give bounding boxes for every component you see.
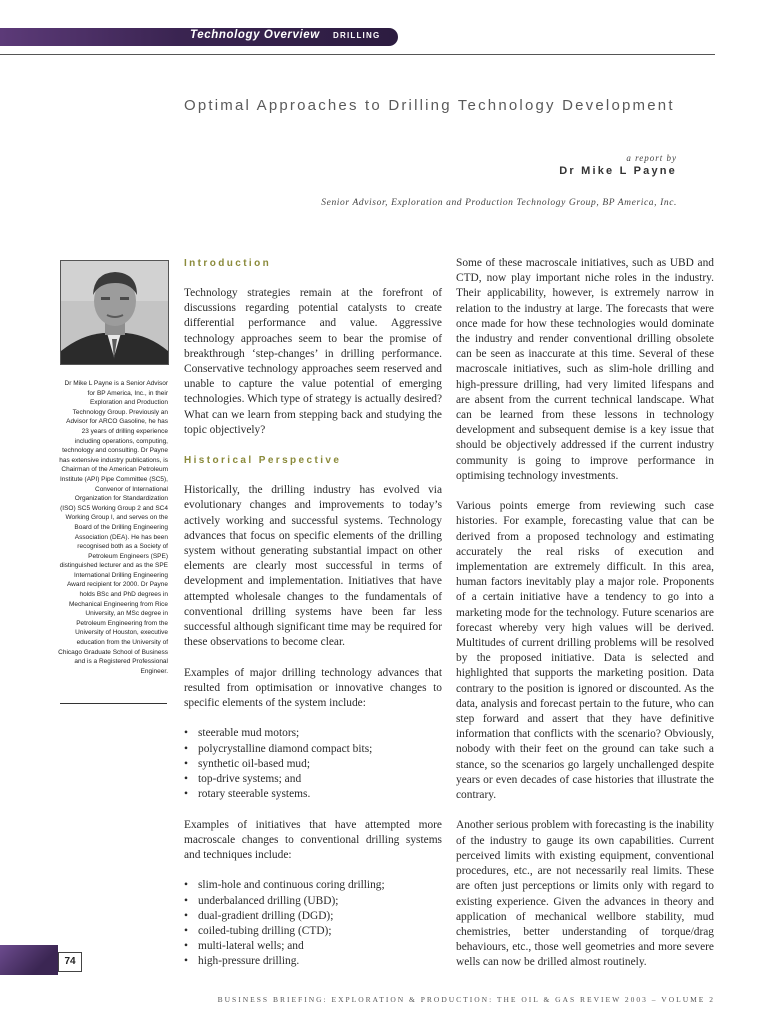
section-heading-historical: Historical Perspective <box>184 455 342 467</box>
report-by-label: a report by <box>626 153 677 163</box>
macroscale-list <box>184 878 442 969</box>
list-item: • rotary steerable systems. <box>184 787 442 802</box>
author-name: Dr Mike L Payne <box>559 165 677 177</box>
section-heading-introduction: Introduction <box>184 258 272 269</box>
historical-paragraph-1: Historically, the drilling industry has evolved via evolutionary changes and improvements to today’s actively working and successful systems. Technology advances that focus on specific elements of the drilling system without generating substantial impact on other elements are clearly most successful in terms of development and implementation. Initiatives that have attempted wholesale changes to the fundamentals of conventional drilling systems have been far less successful although significant time may be required for these observations to become clear. <box>184 484 442 649</box>
list-item: • dual-gradient drilling (DGD); <box>184 909 442 924</box>
bio-rule <box>60 703 167 704</box>
author-affiliation: Senior Advisor, Exploration and Production Technology Group, BP America, Inc. <box>321 198 677 208</box>
historical-paragraph-2: Examples of major drilling technology advances that resulted from optimisation or innovative changes to specific elements of the system include: <box>184 666 442 710</box>
intro-paragraph: Technology strategies remain at the forefront of discussions regarding potential catalysts to create differential performance and value. Aggressive technology approaches seem to bear the promise of breakthrough ‘step-changes’ in drilling performance. Conservative technology approaches seem reserved and unable to capture the value potential of emerging technologies. Which type of strategy is actually desired? What can we learn from stepping back and studying the topic objectively? <box>184 287 442 436</box>
header-band <box>0 28 398 46</box>
header-band-section: DRILLING <box>333 31 381 40</box>
page-corner-graphic <box>0 945 58 975</box>
right-paragraph-1: Some of these macroscale initiatives, such as UBD and CTD, now play important niche roles in the industry. Their applicability, however, is extremely narrow in relation to the industry at large. The forecasts that were once made for how these technologies would dominate the industry and render conventional drilling obsolete can be seen as inaccurate at this time. Several of these macroscale initiatives, such as slim-hole drilling and high-pressure drilling, had very limited lifespans and are absent from the current technical landscape. What can be learned from these lessons in technology development and subsequent demise is a key issue that should be objectively addressed if the current industry community is going to improve performance in optimising technology investments. <box>456 257 714 482</box>
list-item: • synthetic oil-based mud; <box>184 757 442 772</box>
right-paragraph-2: Various points emerge from reviewing such case histories. For example, forecasting value that can be derived from a proposed technology and estimating accurately the real risks of execution and implementation are extremely difficult. In this area, human factors inevitably play a major role. Proponents of a certain initiative have a tendency to go into a marketing mode for the technology. Future scenarios are forecast whereby very high values will be derived. Multitudes of current drilling problems will be resolved by the proposed initiative. Data is selected and highlighted that supports the marketing position. Data contrary to the position is ignored or discounted. As the data, analysis and forecast pertain to the future, who can step forward and assert that they have definitive information that conflicts with the scenario? Obviously, nobody with their feet on the ground can take such a stance, so the scenarios go largely unchallenged despite years or even decades of case histories that illustrate the contrary. <box>456 500 714 802</box>
author-photo <box>60 260 169 365</box>
header-rule <box>0 54 715 55</box>
list-item: • top-drive systems; and <box>184 772 442 787</box>
list-item: • underbalanced drilling (UBD); <box>184 894 442 909</box>
author-portrait-image <box>61 261 168 364</box>
advances-list <box>184 726 442 802</box>
list-item: • multi-lateral wells; and <box>184 939 442 954</box>
header-band-title: Technology Overview <box>190 29 320 41</box>
list-item: • high-pressure drilling. <box>184 954 442 969</box>
right-paragraph-3: Another serious problem with forecasting is the inability of the industry to gauge its own capabilities. Current perceived limits with existing equipment, conventional procedures, etc., are not necessarily real limits. These are often just perceptions or limits only with regard to existing experience. Given the advances in theory and application of mechanical wellbore stability, mud chemistries, better understanding of torque/drag behaviours, etc., those well geometries and more severe wells can now be drilled almost routinely. <box>456 819 714 969</box>
author-bio-text: Dr Mike L Payne is a Senior Advisor for BP America, Inc., in their Exploration and Production Technology Group. Previously an Advisor for ARCO Gasoline, he has 23 years of drilling experience including operations, computing, technology and consulting. Dr Payne has extensive industry publications, is Chairman of the American Petroleum Institute (API) Pipe Committee (SC5), Convenor of International Organization for Standardization (ISO) SC5 Working Group 2 and SC4 Working Group I, and serves on the Board of the Drilling Engineering Association (DEA). He has been recognised both as a Society of Petroleum Engineers (SPE) distinguished lecturer and as the SPE International Drilling Engineering Award recipient for 2000. Dr Payne holds BSc and PhD degrees in Mechanical Engineering from Rice University, an MSc degree in Petroleum Engineering from the University of Houston, executive education from the University of Chicago Graduate School of Business and is a Registered Professional Engineer. <box>58 380 168 675</box>
author-bio <box>58 379 168 676</box>
page-number: 74 <box>58 952 82 972</box>
list-item: • slim-hole and continuous coring drilling; <box>184 878 442 893</box>
footer-text: BUSINESS BRIEFING: EXPLORATION & PRODUCTION: THE OIL & GAS REVIEW 2003 – VOLUME 2 <box>217 995 715 1004</box>
column-right <box>456 256 714 986</box>
list-item: • steerable mud motors; <box>184 726 442 741</box>
list-item: • polycrystalline diamond compact bits; <box>184 742 442 757</box>
column-left <box>184 256 442 985</box>
article-title: Optimal Approaches to Drilling Technology Development <box>184 97 675 114</box>
list-item: • coiled-tubing drilling (CTD); <box>184 924 442 939</box>
historical-paragraph-3: Examples of initiatives that have attempted more macroscale changes to conventional drilling systems and techniques include: <box>184 818 442 862</box>
